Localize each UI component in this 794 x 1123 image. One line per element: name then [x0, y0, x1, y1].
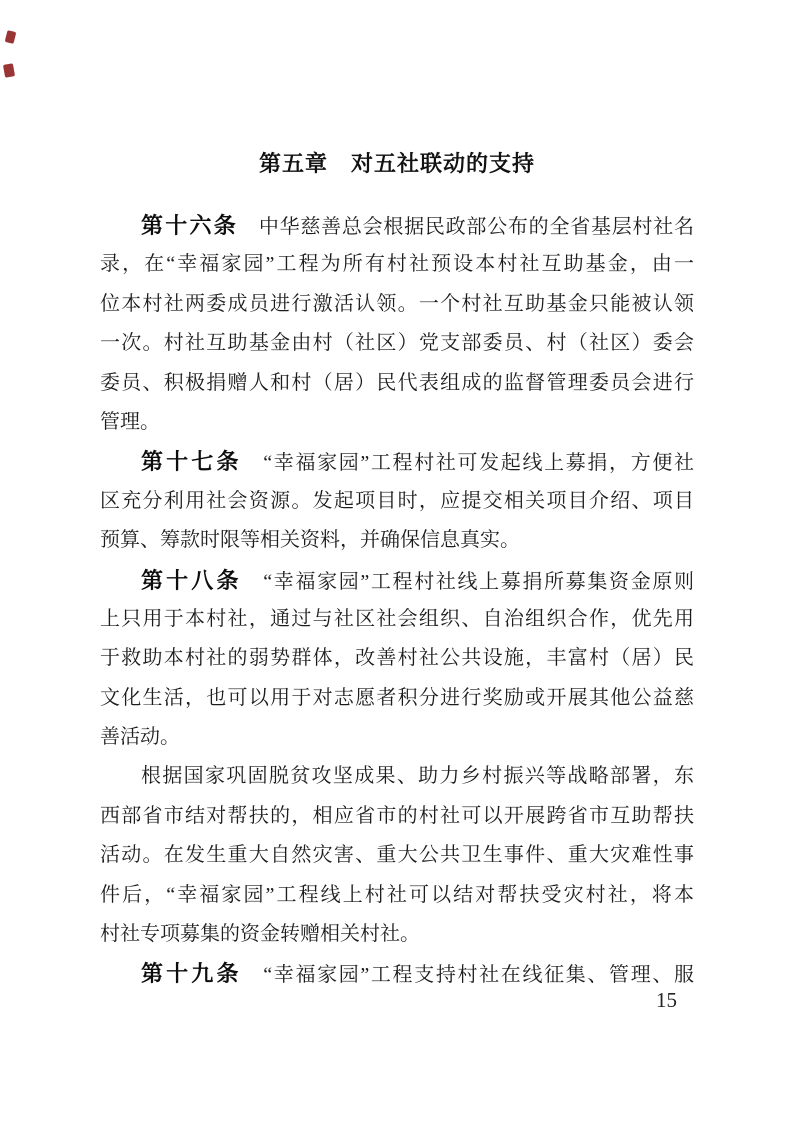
body-line: 于救助本村社的弱势群体，改善村社公共设施，丰富村（居）民	[100, 647, 694, 670]
body-line: 件后，“幸福家园”工程线上村社可以结对帮扶受灾村社，将本	[100, 883, 694, 906]
body-line: 委员、积极捐赠人和村（居）民代表组成的监督管理委员会进行	[100, 371, 694, 394]
chapter-title: 第五章 对五社联动的支持	[258, 151, 535, 176]
body-text	[100, 206, 694, 994]
body-line: 位本村社两委成员进行激活认领。一个村社互助基金只能被认领	[100, 292, 694, 315]
article-number: 第十九条	[141, 961, 242, 987]
body-line: 第十六条 中华慈善总会根据民政部公布的全省基层村社名	[141, 213, 694, 238]
body-line: 西部省市结对帮扶的，相应省市的村社可以开展跨省市互助帮扶	[100, 804, 694, 827]
body-line: 管理。	[100, 410, 160, 433]
body-line: 上只用于本村社，通过与社区社会组织、自治组织合作，优先用	[100, 607, 694, 630]
article-number: 第十八条	[141, 567, 242, 593]
article-number: 第十七条	[141, 449, 242, 475]
body-line: 文化生活，也可以用于对志愿者积分进行奖励或开展其他公益慈	[100, 686, 694, 709]
body-line: 一次。村社互助基金由村（社区）党支部委员、村（社区）委会	[100, 332, 694, 355]
body-line: 区充分利用社会资源。发起项目时，应提交相关项目介绍、项目	[100, 489, 694, 512]
body-line: 村社专项募集的资金转赠相关村社。	[100, 923, 420, 946]
body-line: 第十八条 “幸福家园”工程村社线上募捐所募集资金原则	[141, 567, 694, 593]
body-line: 第十九条 “幸福家园”工程支持村社在线征集、管理、服	[141, 961, 694, 987]
body-line: 善活动。	[100, 726, 180, 749]
body-line: 预算、筹款时限等相关资料，并确保信息真实。	[100, 529, 520, 552]
page-number: 15	[656, 988, 677, 1012]
red-ink-artifact-bottom	[3, 63, 15, 78]
article-number: 第十六条	[141, 213, 239, 238]
red-ink-artifact-top	[5, 30, 17, 44]
body-line: 活动。在发生重大自然灾害、重大公共卫生事件、重大灾难性事	[100, 844, 694, 867]
body-line: 根据国家巩固脱贫攻坚成果、助力乡村振兴等战略部署，东	[141, 765, 694, 788]
body-line: 录，在“幸福家园”工程为所有村社预设本村社互助基金，由一	[100, 253, 694, 276]
body-line: 第十七条 “幸福家园”工程村社可发起线上募捐，方便社	[141, 449, 694, 475]
